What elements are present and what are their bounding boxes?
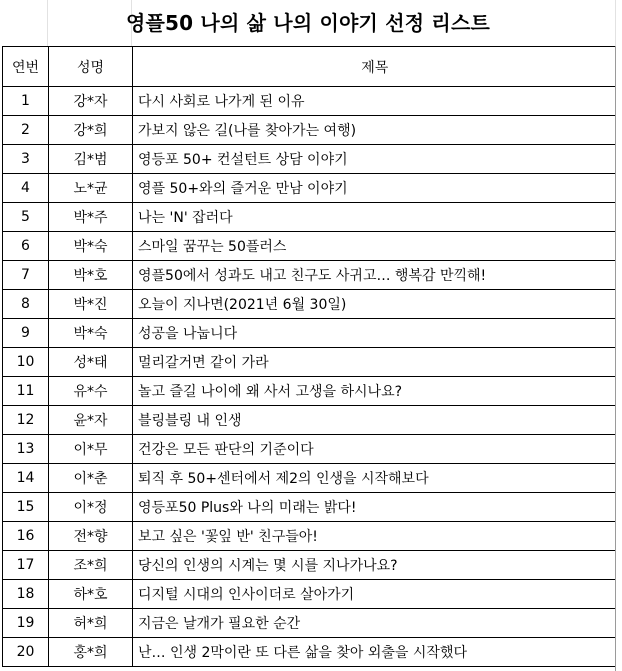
row-name-cell: 조*희	[49, 551, 133, 580]
table-row	[3, 319, 617, 348]
row-subject-cell: 나는 'N' 잡러다	[133, 203, 617, 232]
table-row	[3, 348, 617, 377]
row-name-cell: 박*주	[49, 203, 133, 232]
row-subject-cell: 지금은 날개가 필요한 순간	[133, 609, 617, 638]
row-name-cell: 허*희	[49, 609, 133, 638]
row-number-cell: 13	[3, 435, 49, 464]
row-name-cell: 박*호	[49, 261, 133, 290]
row-subject-cell: 스마일 꿈꾸는 50플러스	[133, 232, 617, 261]
table-row	[3, 116, 617, 145]
row-number-cell: 4	[3, 174, 49, 203]
table-row	[3, 435, 617, 464]
table-row	[3, 609, 617, 638]
row-subject-cell: 성공을 나눕니다	[133, 319, 617, 348]
row-name-cell: 강*희	[49, 116, 133, 145]
row-subject-cell: 멀리갈거면 같이 가라	[133, 348, 617, 377]
table-row	[3, 522, 617, 551]
row-number-cell: 17	[3, 551, 49, 580]
row-name-cell: 김*범	[49, 145, 133, 174]
table-row	[3, 203, 617, 232]
row-name-cell: 이*춘	[49, 464, 133, 493]
row-number-cell: 2	[3, 116, 49, 145]
row-number-cell: 14	[3, 464, 49, 493]
row-subject-cell: 퇴직 후 50+센터에서 제2의 인생을 시작해보다	[133, 464, 617, 493]
sheet-edge	[616, 46, 622, 671]
row-subject-cell: 당신의 인생의 시계는 몇 시를 지나가나요?	[133, 551, 617, 580]
table-row	[3, 232, 617, 261]
row-subject-cell: 영등포 50+ 컨설턴트 상담 이야기	[133, 145, 617, 174]
row-number-cell: 20	[3, 638, 49, 667]
row-number-cell: 8	[3, 290, 49, 319]
row-number-cell: 15	[3, 493, 49, 522]
row-subject-cell: 보고 싶은 '꽃잎 반' 친구들아!	[133, 522, 617, 551]
header-number: 연번	[3, 47, 49, 87]
row-subject-cell: 디지털 시대의 인사이더로 살아가기	[133, 580, 617, 609]
row-subject-cell: 건강은 모든 판단의 기준이다	[133, 435, 617, 464]
row-number-cell: 18	[3, 580, 49, 609]
row-subject-cell: 난… 인생 2막이란 또 다른 삶을 찾아 외출을 시작했다	[133, 638, 617, 667]
table-row	[3, 464, 617, 493]
row-number-cell: 1	[3, 87, 49, 116]
table-row	[3, 261, 617, 290]
row-number-cell: 16	[3, 522, 49, 551]
row-number-cell: 12	[3, 406, 49, 435]
table-row	[3, 406, 617, 435]
page-title: 영플50 나의 삶 나의 이야기 선정 리스트	[125, 11, 490, 35]
row-number-cell: 10	[3, 348, 49, 377]
table-right-border	[615, 46, 616, 671]
row-name-cell: 강*자	[49, 87, 133, 116]
row-subject-cell: 오늘이 지나면(2021년 6월 30일)	[133, 290, 617, 319]
row-subject-cell: 영플50에서 성과도 내고 친구도 사귀고… 행복감 만끽해!	[133, 261, 617, 290]
selection-list-table	[2, 46, 617, 667]
row-name-cell: 성*태	[49, 348, 133, 377]
table-body	[3, 87, 617, 667]
row-subject-cell: 가보지 않은 길(나를 찾아가는 여행)	[133, 116, 617, 145]
table-row	[3, 290, 617, 319]
row-number-cell: 6	[3, 232, 49, 261]
table-row	[3, 377, 617, 406]
row-number-cell: 19	[3, 609, 49, 638]
row-name-cell: 박*숙	[49, 319, 133, 348]
row-subject-cell: 놀고 즐길 나이에 왜 사서 고생을 하시나요?	[133, 377, 617, 406]
row-number-cell: 5	[3, 203, 49, 232]
row-number-cell: 11	[3, 377, 49, 406]
header-subject: 제목	[133, 47, 617, 87]
row-name-cell: 이*정	[49, 493, 133, 522]
header-row	[3, 47, 617, 87]
table-row	[3, 174, 617, 203]
table-row	[3, 87, 617, 116]
row-number-cell: 3	[3, 145, 49, 174]
row-name-cell: 박*진	[49, 290, 133, 319]
table-row	[3, 493, 617, 522]
header-name: 성명	[49, 47, 133, 87]
row-name-cell: 박*숙	[49, 232, 133, 261]
row-name-cell: 하*호	[49, 580, 133, 609]
row-name-cell: 윤*자	[49, 406, 133, 435]
table-row	[3, 145, 617, 174]
row-number-cell: 9	[3, 319, 49, 348]
row-subject-cell: 영플 50+와의 즐거운 만남 이야기	[133, 174, 617, 203]
row-name-cell: 홍*희	[49, 638, 133, 667]
table-row	[3, 638, 617, 667]
row-subject-cell: 영등포50 Plus와 나의 미래는 밝다!	[133, 493, 617, 522]
row-subject-cell: 다시 사회로 나가게 된 이유	[133, 87, 617, 116]
row-name-cell: 노*균	[49, 174, 133, 203]
row-number-cell: 7	[3, 261, 49, 290]
table-row	[3, 551, 617, 580]
row-subject-cell: 블링블링 내 인생	[133, 406, 617, 435]
table-row	[3, 580, 617, 609]
row-name-cell: 이*무	[49, 435, 133, 464]
row-name-cell: 유*수	[49, 377, 133, 406]
row-name-cell: 전*향	[49, 522, 133, 551]
